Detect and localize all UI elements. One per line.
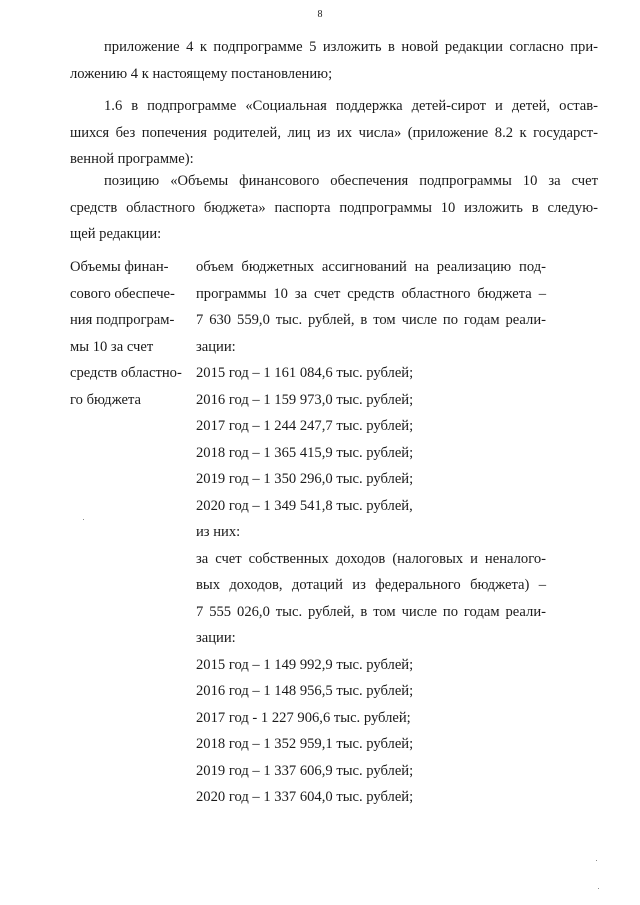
year-amount-line: 2017 год - 1 227 906,6 тыс. рублей;: [196, 709, 411, 726]
year-amount-line: 2018 год – 1 352 959,1 тыс. рублей;: [196, 736, 414, 752]
value-line: зации:: [196, 338, 236, 355]
funding-table-value-cell: [196, 254, 546, 811]
label-line: мы 10 за счет: [70, 338, 154, 355]
year-amount-line: 2019 год – 1 337 606,9 тыс. рублей;: [196, 762, 414, 779]
value-line: объем бюджетных ассигнований на реализацию под-: [196, 259, 546, 275]
scan-speck: [596, 860, 597, 861]
funding-table-label-cell: [70, 254, 190, 413]
page-number: 8: [317, 9, 323, 20]
year-amount-line: 2020 год – 1 349 541,8 тыс. рублей,: [196, 497, 413, 514]
label-line: го бюджета: [70, 391, 141, 408]
paragraph-line: ложению 4 к настоящему постановлению;: [70, 65, 333, 82]
value-line: за счет собственных доходов (налоговых и неналого-: [196, 550, 546, 567]
scan-speck: [83, 519, 84, 520]
year-amount-line: 2017 год – 1 244 247,7 тыс. рублей;: [196, 418, 414, 434]
label-line: ния подпрограм-: [70, 312, 175, 328]
year-amount-line: 2015 год – 1 149 992,9 тыс. рублей;: [196, 656, 414, 673]
value-line: 7 555 026,0 тыс. рублей, в том числе по годам реали-: [196, 603, 546, 620]
year-amount-line: 2015 год – 1 161 084,6 тыс. рублей;: [196, 365, 414, 381]
paragraph-line: приложение 4 к подпрограмме 5 изложить в новой редакции согласно при-: [104, 39, 598, 55]
year-amount-line: 2020 год – 1 337 604,0 тыс. рублей;: [196, 789, 414, 805]
value-line: вых доходов, дотаций из федерального бюджета) –: [196, 577, 546, 593]
label-line: средств областно-: [70, 365, 182, 381]
label-line: Объемы финан-: [70, 259, 169, 275]
scan-speck: [598, 888, 599, 889]
paragraph-line: средств областного бюджета» паспорта подпрограммы 10 изложить в следую-: [70, 199, 598, 216]
label-line: сового обеспече-: [70, 285, 175, 302]
paragraph-line: венной программе):: [70, 151, 194, 167]
value-line: программы 10 за счет средств областного бюджета –: [196, 285, 546, 302]
paragraph-line: 1.6 в подпрограмме «Социальная поддержка детей-сирот и детей, остав-: [104, 98, 598, 114]
paragraph-position: [70, 168, 598, 248]
paragraph-item-1-6: [70, 93, 598, 173]
paragraph-line: щей редакции:: [70, 226, 162, 242]
value-line: зации:: [196, 630, 236, 646]
paragraph-line: шихся без попечения родителей, лиц из их числа» (приложение 8.2 к государст-: [70, 124, 598, 141]
year-amount-line: 2016 год – 1 159 973,0 тыс. рублей;: [196, 391, 414, 408]
paragraph-appendix-4: [70, 34, 598, 87]
paragraph-line: позицию «Объемы финансового обеспечения подпрограммы 10 за счет: [104, 173, 598, 189]
year-amount-line: 2019 год – 1 350 296,0 тыс. рублей;: [196, 471, 414, 487]
value-line: из них:: [196, 524, 241, 540]
year-amount-line: 2018 год – 1 365 415,9 тыс. рублей;: [196, 444, 414, 461]
year-amount-line: 2016 год – 1 148 956,5 тыс. рублей;: [196, 683, 414, 699]
value-line: 7 630 559,0 тыс. рублей, в том числе по годам реали-: [196, 312, 546, 328]
